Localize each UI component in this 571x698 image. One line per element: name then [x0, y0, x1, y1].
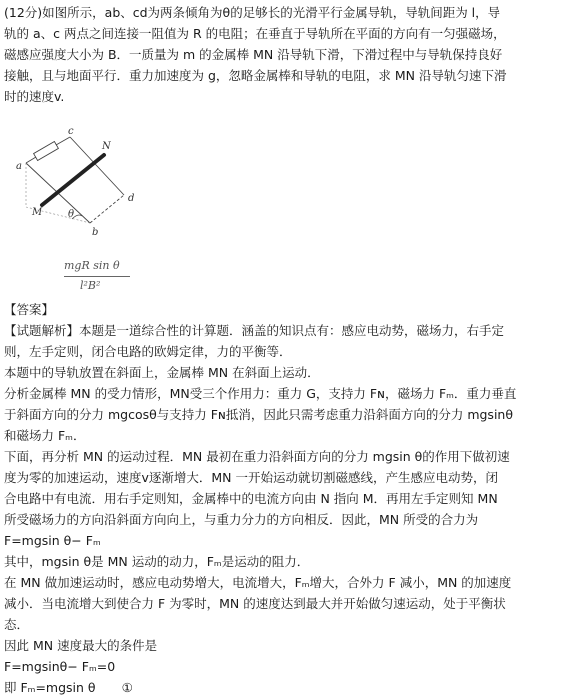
analysis-line: 所受磁场力的方向沿斜面方向向上，与重力分力的方向相反．因此，MN 所受的合力为 [4, 512, 479, 527]
question-line: 时的速度v. [4, 89, 65, 104]
document-page [4, 0, 567, 698]
analysis-line: 在 MN 做加速运动时，感应电动势增大，电流增大，Fₘ增大，合外力 F 减小，MN 的加速度 [4, 575, 512, 590]
analysis-line: 本题中的导轨放置在斜面上，金属棒 MN 在斜面上运动． [4, 365, 320, 380]
analysis-line: 下面，再分析 MN 的运动过程．MN 最初在重力沿斜面方向的分力 mgsin θ的作用下做初速 [4, 449, 510, 464]
label-n: N [102, 141, 111, 152]
analysis-line: 其中，mgsin θ是 MN 运动的动力，Fₘ是运动的阻力． [4, 554, 310, 569]
answer-formula [64, 259, 567, 297]
rail-cd [70, 137, 124, 195]
answer-section [4, 299, 567, 320]
wire-c [56, 137, 70, 145]
equation-marker: ① [121, 680, 133, 695]
question-line: 轨的 a、c 两点之间连接一阻值为 R 的电阻；在垂直于导轨所在平面的方向有一匀强磁场， [4, 26, 506, 41]
wire-a [26, 157, 36, 163]
incline-rail-diagram [12, 127, 172, 247]
analysis-line: F=mgsin θ− Fₘ [4, 533, 101, 548]
question-text [4, 2, 567, 107]
question-line: 磁感应强度大小为 B．一质量为 m 的金属棒 MN 沿导轨下滑，下滑过程中与导轨保持良好 [4, 47, 503, 62]
analysis-line: 因此 MN 速度最大的条件是 [4, 638, 158, 653]
formula-numerator: mgR sin θ [64, 259, 120, 272]
formula-denominator: l²B² [80, 279, 101, 292]
analysis-line: 度为零的加速运动，速度v逐渐增大．MN 一开始运动就切割磁感线，产生感应电动势，闭 [4, 470, 499, 485]
analysis-line: 和磁场力 Fₘ． [4, 428, 86, 443]
label-a: a [16, 161, 22, 172]
analysis-line: 态． [4, 617, 30, 632]
analysis-final-line [4, 677, 567, 698]
question-line: (12分)如图所示，ab、cd为两条倾角为θ的足够长的光滑平行金属导轨，导轨间距为 l，导 [4, 5, 501, 20]
label-b: b [92, 227, 99, 238]
answer-label: 【答案】 [4, 302, 55, 317]
metal-rod-mn [42, 155, 104, 205]
analysis-line: 则，左手定则，闭合电路的欧姆定律，力的平衡等． [4, 344, 292, 359]
label-c: c [68, 127, 74, 137]
incline-rail-figure [12, 127, 172, 247]
analysis-line: 合电路中有电流．用右手定则知，金属棒中的电流方向由 N 指向 M．再用左手定则知 MN [4, 491, 498, 506]
resistor-r [34, 142, 59, 161]
analysis-line: F=mgsinθ− Fₘ=0 [4, 659, 116, 674]
analysis-line: 于斜面方向的分力 mgcosθ与支持力 Fɴ抵消，因此只需考虑重力沿斜面方向的分力 mgsinθ [4, 407, 513, 422]
label-d: d [128, 193, 135, 204]
label-theta: θ [68, 209, 75, 220]
analysis-section [4, 320, 567, 698]
label-m: M [32, 207, 43, 218]
fraction-bar [64, 276, 130, 277]
analysis-line: 减小．当电流增大到使合力 F 为零时，MN 的速度达到最大并开始做匀速运动，处于平衡状 [4, 596, 506, 611]
analysis-line: 即 Fₘ=mgsin θ [4, 680, 96, 695]
question-line: 接触，且与地面平行．重力加速度为 g，忽略金属棒和导轨的电阻，求 MN 沿导轨匀速下滑 [4, 68, 507, 83]
analysis-line: 【试题解析】本题是一道综合性的计算题．涵盖的知识点有：感应电动势，磁场力，右手定 [4, 323, 505, 338]
analysis-line: 分析金属棒 MN 的受力情形，MN受三个作用力：重力 G，支持力 Fɴ，磁场力 Fₘ．重力垂直 [4, 386, 517, 401]
base-bd [90, 195, 124, 223]
